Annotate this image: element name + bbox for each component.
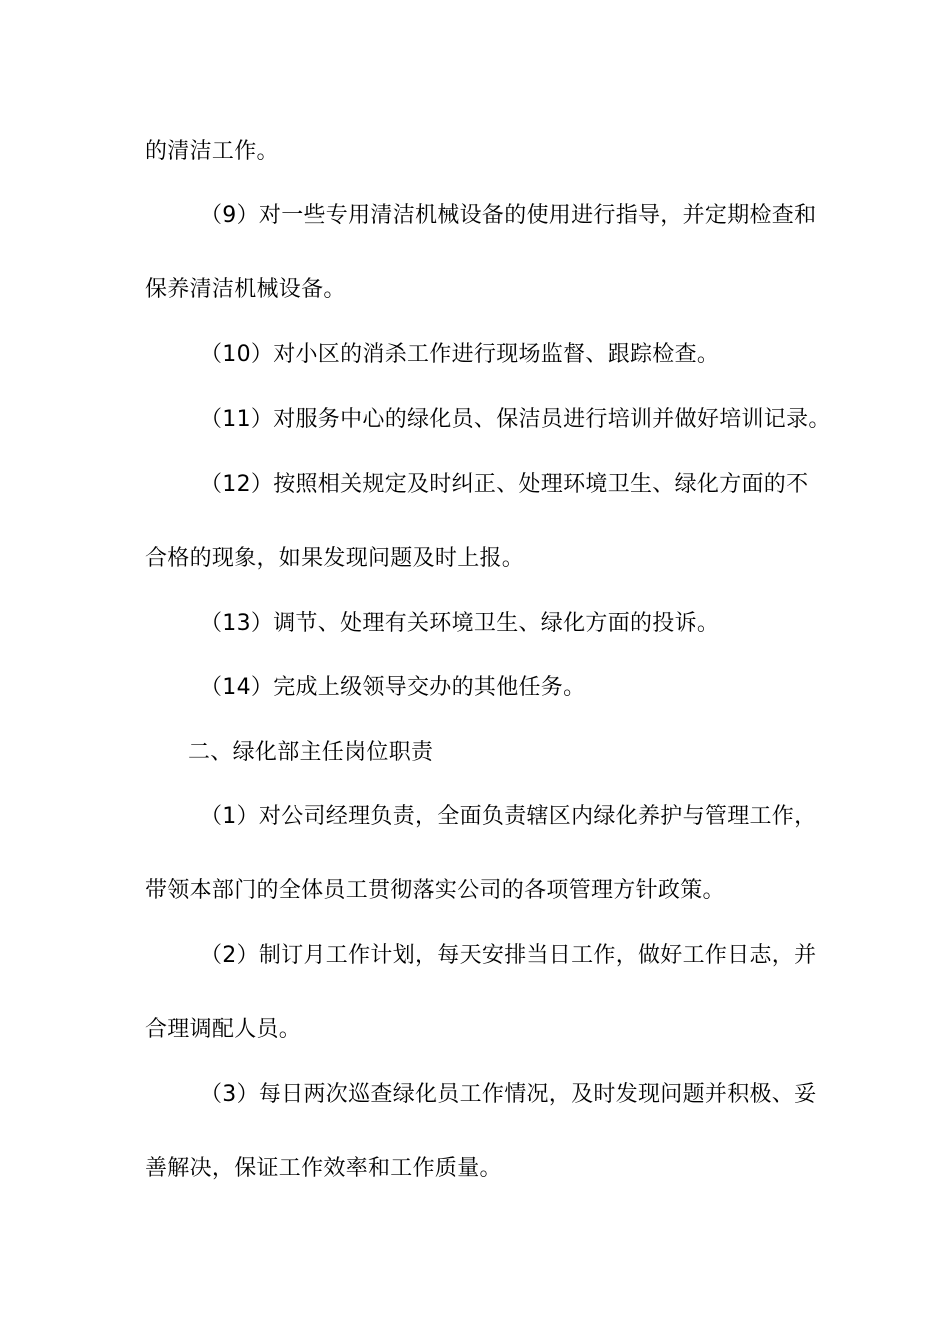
list-item-13: （13）调节、处理有关环境卫生、绿化方面的投诉。 <box>200 611 720 636</box>
section-heading: 二、绿化部主任岗位职责 <box>188 740 434 765</box>
list-item-14: （14）完成上级领导交办的其他任务。 <box>200 675 586 700</box>
list-item-12: （12）按照相关规定及时纠正、处理环境卫生、绿化方面的不 <box>200 472 809 497</box>
list-item-11: （11）对服务中心的绿化员、保洁员进行培训并做好培训记录。 <box>200 407 831 432</box>
list-item-10: （10）对小区的消杀工作进行现场监督、跟踪检查。 <box>200 342 720 367</box>
list-item-1: （1）对公司经理负责，全面负责辖区内绿化养护与管理工作， <box>200 804 817 829</box>
text-line-continuation: 合理调配人员。 <box>145 1017 302 1042</box>
list-item-9: （9）对一些专用清洁机械设备的使用进行指导，并定期检查和 <box>200 203 817 228</box>
text-line-continuation: 善解决，保证工作效率和工作质量。 <box>145 1156 502 1181</box>
text-line-continuation: 的清洁工作。 <box>145 139 279 164</box>
list-item-3: （3）每日两次巡查绿化员工作情况，及时发现问题并积极、妥 <box>200 1082 817 1107</box>
text-line-continuation: 保养清洁机械设备。 <box>145 277 346 302</box>
text-line-continuation: 带领本部门的全体员工贯彻落实公司的各项管理方针政策。 <box>145 878 725 903</box>
text-line-continuation: 合格的现象，如果发现问题及时上报。 <box>145 546 525 571</box>
list-item-2: （2）制订月工作计划，每天安排当日工作，做好工作日志，并 <box>200 943 817 968</box>
